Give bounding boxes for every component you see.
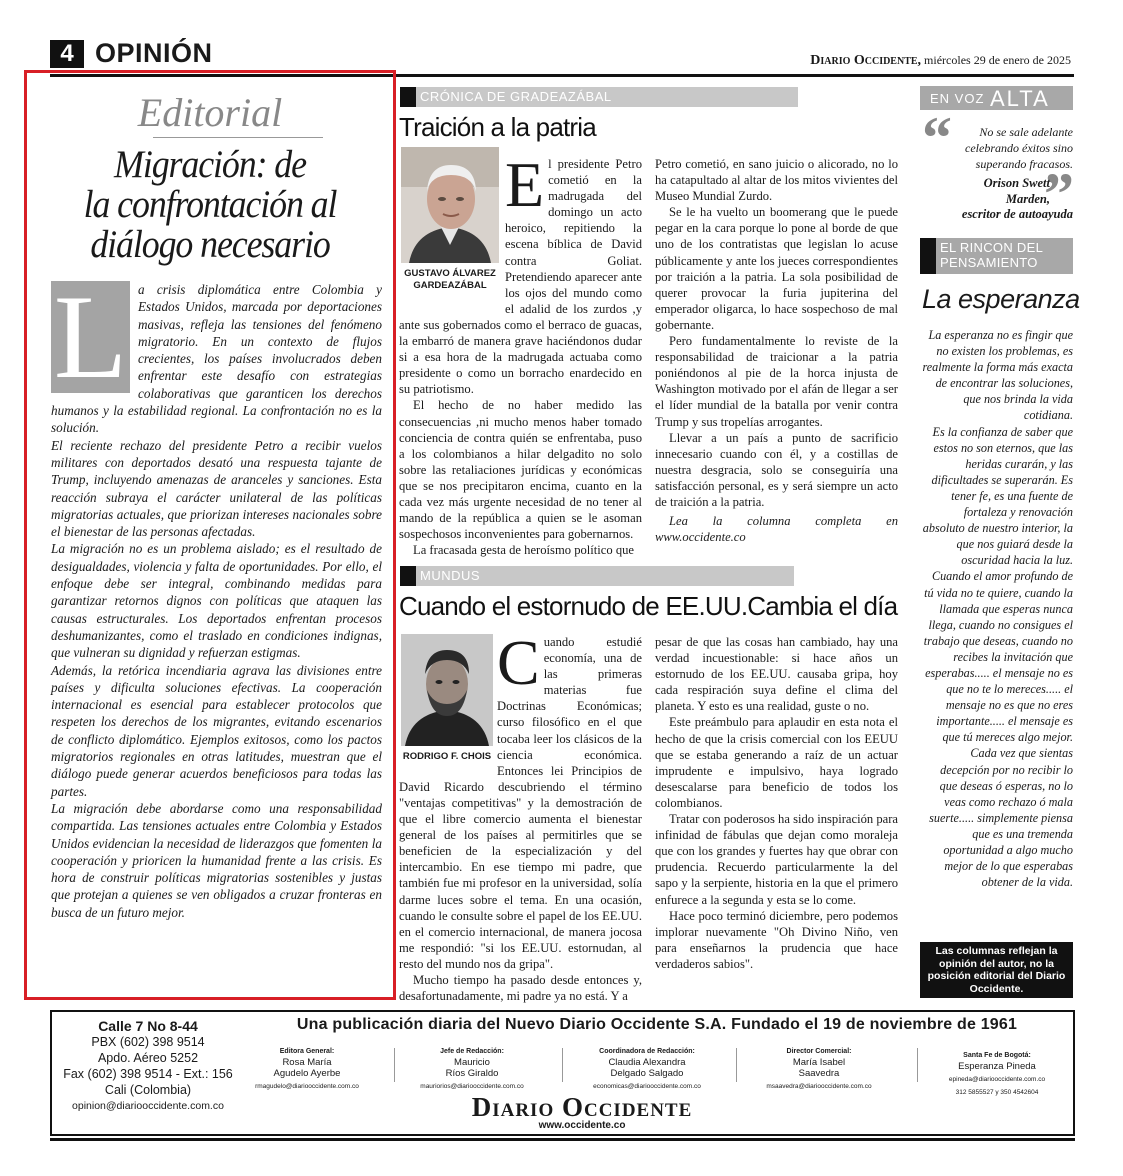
editorial-underline: [153, 137, 323, 138]
voz-alta-small: EN VOZ: [930, 91, 985, 106]
editorial-paragraph: Además, la retórica incendiaria agrava las divisiones entre países y dificulta soluciones efectivas. La cooperación internacional es esencial para establecer protocolos que respeten los derechos de los migrantes, evitando escenarios de conflicto diplomático. Ejemplos exitosos, como los pactos migratorios regionales en otras latitudes, muestran que el diálogo puede generar acuerdos beneficiosos para todas las partes.: [51, 662, 382, 799]
section-bar-block: [400, 87, 416, 107]
staff-bogota: Santa Fe de Bogotá: Esperanza Pineda epineda@diariooccidente.com.co 312 5855527 y 350 4542604: [948, 1052, 1046, 1096]
section-bar-block: [920, 238, 936, 274]
issue-date: miércoles 29 de enero de 2025: [924, 53, 1071, 67]
voz-alta-big: ALTA: [990, 86, 1050, 111]
rincon-paragraph: Cuando el amor profundo de tú vida no te quiere, cuando la llamada que esperas nunca llega, cuando no consigues el trabajo que deseas, cuando no recibes la invitación que esperabas..... el mensaje no es que no te lo mereces..... el mensaje no es que no eres importante..... el mensaje es que tú mereces algo mejor. Cada vez que sientas decepción por no recibir lo que deseas ó esperas, no lo veas como rechazo ó mala suerte..... simplemente piensa que es una tremenda oportunidad a algo mucho mejor de lo que esperabas obtener de la vida.: [923, 569, 1073, 890]
column2-left-text: [399, 627, 642, 1004]
column1-title: Traición a la patria: [399, 112, 596, 142]
column2-byline: RODRIGO F. CHOIS: [402, 751, 492, 762]
editorial-paragraph: La migración debe abordarse como una responsabilidad compartida. Las tensiones actuales entre Colombia y Estados Unidos evidencian la necesidad de liderazgos que fomenten la cooperación y prioricen la humanidad frente a las crisis. Es hora de construir políticas migratorias sostenibles y justas que protejan a quienes se ven obligados a cruzar fronteras en busca de un futuro mejor.: [51, 800, 382, 920]
column2-paragraph: Este preámbulo para aplaudir en esta nota el hecho de que la crisis comercial con los EEUU que se estaba generando a raíz de un actuar imprudente e impulsivo, haya logrado desescalarse para beneficio de todos los colombianos.: [655, 715, 898, 810]
column2-paragraph: Mucho tiempo ha pasado desde entonces y, desafortunadamente, mi padre ya no está. Y a: [399, 972, 642, 1004]
section-bar-block: [400, 566, 416, 586]
column2-paragraph: Hace poco terminó diciembre, pero podemos implorar nuevamente "Oh Divino Niño, ven para enseñarnos la prudencia que hace verdaderos sabios".: [655, 908, 898, 971]
column1-byline: GUSTAVO ÁLVAREZ GARDEAZÁBAL: [404, 268, 496, 291]
staff-divider: [394, 1048, 395, 1082]
staff-divider: [736, 1048, 737, 1082]
column2-title: Cuando el estornudo de EE.UU.Cambia el día: [399, 591, 898, 621]
staff-divider: [562, 1048, 563, 1082]
column1-paragraph: Llevar a un país a punto de sacrificio innecesario cuando con él, y a costillas de nuestra desgracia, solo se conseguiría una satisfacción personal, es y será siempre un acto de traición a la patria.: [655, 430, 898, 509]
open-quote-icon: “: [922, 105, 952, 171]
staff-director-comercial: Director Comercial: María Isabel Saavedra msaavedra@diariooccidente.com.co: [766, 1048, 872, 1090]
footer-bottom-rule: [50, 1138, 1075, 1141]
column1-paragraph: Petro cometió, en sano juicio o alicorado, no lo ha catapultado al altar de los mitos vivientes del Museo Mundial Zurdo.: [655, 157, 898, 204]
quote-text: No se sale adelante celebrando éxitos sino superando fracasos.: [965, 125, 1073, 171]
column1-paragraph: Se le ha vuelto un boomerang que le puede pegar en la cara porque lo pone al borde de que uno de los contratistas que legislan lo acuse públicamente y ante los jueces correspondientes por traición a la patria. La sola posibilidad de querer provocar la furia jupiterina del emperador oligarca, lo hace sospechoso de mal gobernante.: [655, 205, 898, 332]
section-bar-label: CRÓNICA DE GRADEAZÁBAL: [420, 89, 612, 104]
editorial-paragraph: El reciente rechazo del presidente Petro a recibir vuelos militares con deportados desató una respuesta tajante de Trump, incluyendo amenazas de aranceles y sanciones. Esta reacción subraya el carácter unilateral de las políticas migratorias actuales, que priorizan intereses nacionales sobre el bienestar de las personas afectadas.: [51, 437, 382, 540]
footer-email-link[interactable]: opinion@diariooccidente.com.co: [72, 1100, 224, 1112]
column2-section-bar: [400, 566, 794, 586]
column2-dropcap: C: [497, 627, 540, 698]
rincon-bar-label: EL RINCON DEL PENSAMIENTO: [940, 240, 1044, 270]
disclaimer-box: Las columnas reflejan la opinión del autor, no la posición editorial del Diario Occidente.: [920, 942, 1073, 998]
masthead-date: [810, 53, 1071, 69]
staff-coordinadora: Coordinadora de Redacción: Claudia Alexandra Delgado Salgado economicas@diariooccidente.com.co: [593, 1048, 701, 1090]
rincon-bar: [920, 238, 1073, 274]
photo-spacer: [399, 634, 497, 770]
column2-paragraph: Tratar con poderosos ha sido inspiración para infinidad de fábulas que dejan como moraleja que con los grandes y fuertes hay que obrar con prudencia. Recuerdo particularmente la del sapo y la serpiente, historia en la que el primero enfurece a la segunda y esta se lo come.: [655, 812, 898, 907]
staff-jefe: Jefe de Redacción: Mauricio Ríos Giraldo mauriorios@diariooccidente.com.co: [420, 1048, 524, 1090]
column2-paragraph: pesar de que las cosas han cambiado, hay una verdad incuestionable: si hace años un estornudo de los EE.UU. causaba gripa, hoy cada respiración suya define el clima del planeta. Y esto es una realidad, guste o no.: [655, 635, 898, 714]
footer-box: [50, 1010, 1075, 1136]
quote-author: Orison Swett Marden,: [983, 176, 1050, 206]
footer-tagline: Una publicación diaria del Nuevo Diario Occidente S.A. Fundado el 19 de noviembre de 1961: [296, 1016, 1018, 1033]
editorial-box: [24, 70, 396, 1000]
column1-paragraph: El hecho de no haber medido las consecuencias ,ni mucho menos haber tomado conciencia de contra quién se enfrentaba, puso a los colombianos a hilar delgadito no solo sobre las retaliaciones jurídicas y económicas que se nos precipitaron encima, cuanto en la cada vez más urgente necesidad de no tener al mando de la república a quien se le asoman sospechosos inconvenientes para gobernarnos.: [399, 398, 642, 542]
headline-line-3: diálogo necesario: [90, 223, 330, 266]
editorial-paragraph: La migración no es un problema aislado; es el resultado de desigualdades, violencia y falta de oportunidades. Por ello, el enfoque debe ser integral, combinando medidas para garantizar retornos dignos con políticas que ataquen las causas estructurales. Los deportados enfrentan procesos deshumanizantes, como el traslado en condiciones indignas, que vulneran su dignidad y refuerzan estigmas.: [51, 541, 382, 661]
editorial-dropcap: L: [51, 281, 130, 393]
photo-spacer: [399, 156, 505, 304]
column2-right-text: [655, 634, 898, 972]
headline-line-2: la confrontación al: [83, 183, 337, 226]
page-number: 4: [50, 40, 84, 68]
column1-paragraph: La fracasada gesta de heroísmo político que: [413, 543, 634, 558]
staff-editora: Editora General: Rosa María Agudelo Ayerbe rmagudelo@diariooccidente.com.co: [255, 1048, 359, 1090]
section-bar-label: MUNDUS: [420, 568, 481, 583]
footer-website-link[interactable]: www.occidente.co: [538, 1120, 626, 1131]
editorial-body: [51, 270, 382, 921]
editorial-paragraph: L a crisis diplomática entre Colombia y Estados Unidos, marcada por deportaciones masivas, refleja las tensiones del fenómeno migratorio. En un contexto de flujos crecientes, los países involucrados deben enfrentar este desafío con estrategias colaborativas que garanticen los derechos humanos y la estabilidad regional. La confrontación no es la solución.: [51, 270, 382, 436]
footer-logo: Diario Occidente: [471, 1092, 693, 1122]
column1-section-bar: [400, 87, 798, 107]
rincon-title: La esperanza: [922, 284, 1080, 314]
headline-line-1: Migración: de: [114, 143, 306, 186]
column1-dropcap: E: [505, 149, 545, 220]
rincon-body: [922, 327, 1073, 890]
editorial-headline: [51, 145, 369, 265]
column1-paragraph: El presidente Petro cometió en la madrugada del domingo un acto heroico, repitiendo la escena bíblica de David contra Goliat. Pretendiendo aparecer ante los ojos del mundo como el adalid de los zurdos ,y ante sus gobernados como el berraco de guacas, la embarró de manera grave haciéndonos dudar si a esa hora de la madrugada actuaba como presidente o como un borracho enardecido en su patriotismo.: [399, 149, 642, 397]
editorial-label: Editorial: [137, 90, 283, 135]
footer-address: Calle 7 No 8-44 PBX (602) 398 9514 Apdo. Aéreo 5252 Fax (602) 398 9514 - Ext.: 156 Cali (Colombia) opinion@diariooccidente.com.co: [54, 1018, 242, 1114]
rincon-paragraph: Es la confianza de saber que estos no son eternos, que las heridas curarán, y las dificultades se superarán. Es tener fe, es una fuente de fortaleza y renovación absoluto de nuestro interior, la que nos guiará desde la oscuridad hacia la luz.: [922, 424, 1073, 568]
staff-divider: [917, 1048, 918, 1082]
column1-paragraph: Pero fundamentalmente lo reviste de la responsabilidad de traicionar a la patria poniéndonos al pie de la horca injusta de Washington motivado por el afán de llegar a ser el líder mundial de la batalla por venir contra Trump y sus tropelías arrogantes.: [655, 334, 898, 429]
column1-right-text: [655, 156, 898, 545]
section-title: OPINIÓN: [95, 38, 213, 68]
masthead-brand: Diario Occidente,: [810, 53, 922, 68]
quote-author-role: escritor de autoayuda: [961, 207, 1073, 221]
rincon-paragraph: La esperanza no es fingir que no existen los problemas, es realmente la forma más exacta de encontrar las soluciones, que nos brinda la vida cotidiana.: [922, 328, 1073, 423]
column1-footnote: Lea la columna completa en www.occidente.co: [655, 514, 898, 545]
column1-left-text: [399, 149, 642, 558]
close-quote-icon: ”: [1044, 161, 1074, 227]
column2-paragraph: Cuando estudié economía, una de las primeras materias fue Doctrinas Económicas; curso filosófico en el que tocaba leer los clásicos de la ciencia económica. Entonces lei Principios de David Ricardo descubriendo el término "ventajas competitivas" y la demostración de que el libre comercio aumenta el bienestar general de los países al permitirles que se beneficien de la especialización y del intercambio. En ese tiempo mi padre, que también fue mi profesor en la universidad, solía darme luces sobre el tema. En una ocasión, cuando le consulte sobre el papel de los EE.UU. en el comercio internacional, de manera jocosa me respondió: "si los EE.UU. estornudan, al resto del mundo nos da gripa".: [399, 627, 642, 971]
